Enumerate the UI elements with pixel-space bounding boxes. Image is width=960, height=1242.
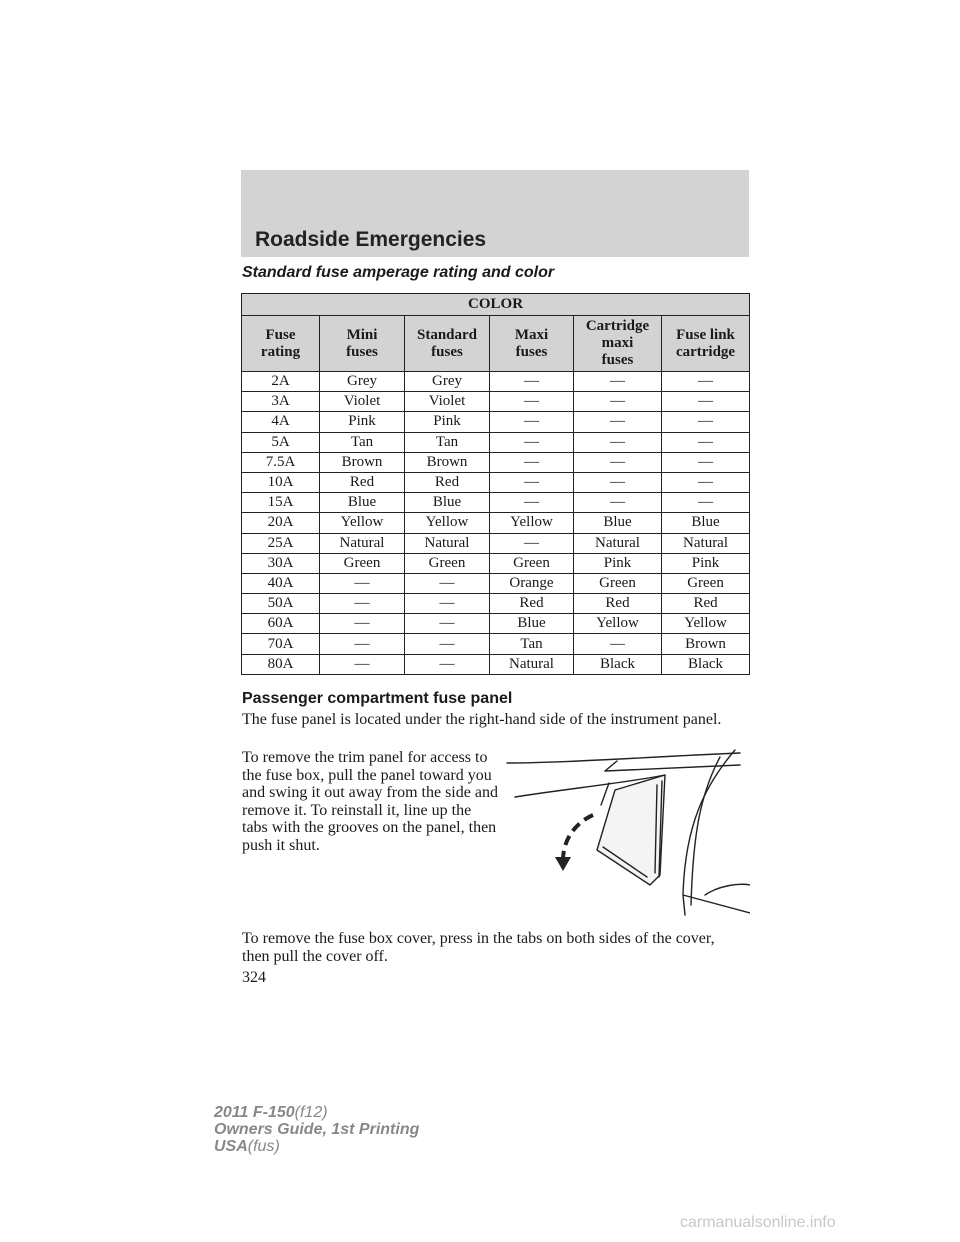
- trim-panel-instructions: To remove the trim panel for access to the fuse box, pull the panel toward you and swing it out away from the side and remove it. To reinstall it, line up the tabs with the grooves on the panel, then push it shut.: [242, 749, 498, 854]
- fuse-color-cell: —: [405, 614, 490, 634]
- fuse-color-cell: Blue: [490, 614, 574, 634]
- table-row: [242, 533, 750, 553]
- fuse-color-cell: —: [405, 654, 490, 674]
- fuse-rating-cell: 3A: [242, 392, 320, 412]
- column-header: Fuse rating: [242, 316, 320, 372]
- trim-panel-illustration: [505, 745, 750, 917]
- fuse-color-cell: Tan: [405, 432, 490, 452]
- table-row: [242, 412, 750, 432]
- fuse-color-cell: —: [320, 573, 405, 593]
- fuse-rating-cell: 2A: [242, 372, 320, 392]
- fuse-color-cell: —: [320, 634, 405, 654]
- fuse-color-cell: Red: [574, 594, 662, 614]
- fuse-rating-cell: 20A: [242, 513, 320, 533]
- fuse-color-cell: Black: [574, 654, 662, 674]
- table-row: [242, 634, 750, 654]
- fuse-color-cell: Pink: [574, 553, 662, 573]
- fuse-color-cell: Blue: [662, 513, 750, 533]
- table-row: [242, 594, 750, 614]
- fuse-color-cell: —: [662, 412, 750, 432]
- table-row: [242, 392, 750, 412]
- fuse-color-cell: —: [662, 472, 750, 492]
- fuse-color-cell: Natural: [490, 654, 574, 674]
- fuse-color-cell: —: [662, 452, 750, 472]
- table-row: [242, 553, 750, 573]
- fuse-color-cell: —: [490, 392, 574, 412]
- footer-model: 2011 F-150: [214, 1104, 295, 1121]
- fuse-rating-cell: 25A: [242, 533, 320, 553]
- table-row: [242, 452, 750, 472]
- fuse-color-cell: —: [405, 594, 490, 614]
- fuse-rating-cell: 30A: [242, 553, 320, 573]
- fuse-color-cell: Pink: [662, 553, 750, 573]
- fuse-color-cell: Blue: [574, 513, 662, 533]
- fuse-rating-cell: 7.5A: [242, 452, 320, 472]
- section-title: Roadside Emergencies: [255, 228, 487, 251]
- fuse-color-cell: —: [574, 472, 662, 492]
- fuse-color-cell: Tan: [320, 432, 405, 452]
- fuse-color-cell: Tan: [490, 634, 574, 654]
- fuse-color-cell: Yellow: [574, 614, 662, 634]
- fuse-rating-cell: 60A: [242, 614, 320, 634]
- fuse-color-cell: Grey: [320, 372, 405, 392]
- fuse-color-cell: Green: [574, 573, 662, 593]
- fuse-color-cell: —: [490, 533, 574, 553]
- fuse-color-cell: Red: [405, 472, 490, 492]
- fuse-color-cell: Brown: [320, 452, 405, 472]
- fuse-panel-location-text: The fuse panel is located under the right-hand side of the instrument panel.: [242, 711, 722, 728]
- column-header: Cartridge maxi fuses: [574, 316, 662, 372]
- table-caption: Standard fuse amperage rating and color: [242, 264, 555, 281]
- fuse-color-cell: Pink: [320, 412, 405, 432]
- fuse-color-cell: Yellow: [320, 513, 405, 533]
- fuse-rating-cell: 10A: [242, 472, 320, 492]
- fuse-color-cell: —: [662, 432, 750, 452]
- fuse-color-cell: —: [490, 412, 574, 432]
- fuse-color-cell: Brown: [662, 634, 750, 654]
- fuse-color-cell: Natural: [662, 533, 750, 553]
- pull-direction-arrow: [555, 815, 593, 871]
- fuse-rating-cell: 50A: [242, 594, 320, 614]
- footer-model-code: (f12): [294, 1104, 328, 1121]
- footer-edition: Owners Guide, 1st Printing: [214, 1121, 420, 1138]
- table-row: [242, 372, 750, 392]
- fuse-rating-cell: 4A: [242, 412, 320, 432]
- fuse-color-cell: Green: [320, 553, 405, 573]
- column-header: Maxi fuses: [490, 316, 574, 372]
- fuse-cover-instructions: To remove the fuse box cover, press in the tabs on both sides of the cover, then pull the cover off.: [242, 930, 715, 965]
- fuse-color-cell: —: [662, 372, 750, 392]
- fuse-color-cell: —: [320, 654, 405, 674]
- fuse-color-cell: —: [574, 432, 662, 452]
- fuse-color-cell: —: [574, 392, 662, 412]
- fuse-color-cell: —: [662, 493, 750, 513]
- color-group-header: COLOR: [242, 294, 750, 316]
- watermark: carmanualsonline.info: [680, 1214, 836, 1231]
- fuse-color-cell: Natural: [574, 533, 662, 553]
- fuse-color-cell: —: [574, 634, 662, 654]
- fuse-color-cell: Green: [405, 553, 490, 573]
- fuse-rating-cell: 15A: [242, 493, 320, 513]
- fuse-color-cell: Grey: [405, 372, 490, 392]
- page-number: 324: [242, 969, 266, 986]
- column-header: Standard fuses: [405, 316, 490, 372]
- document-footer: [214, 1104, 419, 1155]
- fuse-color-cell: Green: [662, 573, 750, 593]
- fuse-color-cell: Natural: [320, 533, 405, 553]
- fuse-color-cell: —: [405, 634, 490, 654]
- fuse-color-cell: Violet: [320, 392, 405, 412]
- fuse-color-cell: Orange: [490, 573, 574, 593]
- fuse-color-cell: —: [662, 392, 750, 412]
- fuse-color-cell: Yellow: [662, 614, 750, 634]
- table-row: [242, 614, 750, 634]
- fuse-rating-cell: 70A: [242, 634, 320, 654]
- fuse-color-cell: —: [574, 372, 662, 392]
- table-row: [242, 513, 750, 533]
- fuse-color-cell: Red: [320, 472, 405, 492]
- fuse-color-cell: Pink: [405, 412, 490, 432]
- fuse-color-cell: —: [574, 412, 662, 432]
- fuse-color-cell: —: [490, 372, 574, 392]
- fuse-color-cell: Black: [662, 654, 750, 674]
- column-header: Fuse link cartridge: [662, 316, 750, 372]
- fuse-color-cell: Natural: [405, 533, 490, 553]
- fuse-color-cell: —: [574, 452, 662, 472]
- fuse-panel-heading: Passenger compartment fuse panel: [242, 690, 513, 707]
- fuse-color-cell: —: [320, 594, 405, 614]
- fuse-color-cell: Blue: [405, 493, 490, 513]
- table-row: [242, 654, 750, 674]
- fuse-color-cell: —: [490, 493, 574, 513]
- fuse-color-cell: —: [490, 452, 574, 472]
- footer-market: USA: [214, 1138, 248, 1155]
- section-header-band: [241, 170, 749, 257]
- fuse-color-cell: Green: [490, 553, 574, 573]
- fuse-color-cell: Red: [490, 594, 574, 614]
- fuse-color-cell: —: [405, 573, 490, 593]
- table-row: [242, 472, 750, 492]
- fuse-color-table: [241, 293, 750, 675]
- fuse-color-cell: Yellow: [490, 513, 574, 533]
- fuse-color-cell: —: [320, 614, 405, 634]
- fuse-color-cell: Violet: [405, 392, 490, 412]
- footer-market-code: (fus): [247, 1138, 280, 1155]
- fuse-color-cell: —: [490, 472, 574, 492]
- fuse-rating-cell: 80A: [242, 654, 320, 674]
- fuse-rating-cell: 5A: [242, 432, 320, 452]
- fuse-color-cell: Yellow: [405, 513, 490, 533]
- fuse-color-cell: Red: [662, 594, 750, 614]
- fuse-color-cell: —: [574, 493, 662, 513]
- table-row: [242, 493, 750, 513]
- table-row: [242, 573, 750, 593]
- fuse-color-cell: Blue: [320, 493, 405, 513]
- fuse-color-cell: —: [490, 432, 574, 452]
- fuse-table-body: [242, 372, 750, 675]
- fuse-rating-cell: 40A: [242, 573, 320, 593]
- fuse-color-cell: Brown: [405, 452, 490, 472]
- column-header: Mini fuses: [320, 316, 405, 372]
- table-row: [242, 432, 750, 452]
